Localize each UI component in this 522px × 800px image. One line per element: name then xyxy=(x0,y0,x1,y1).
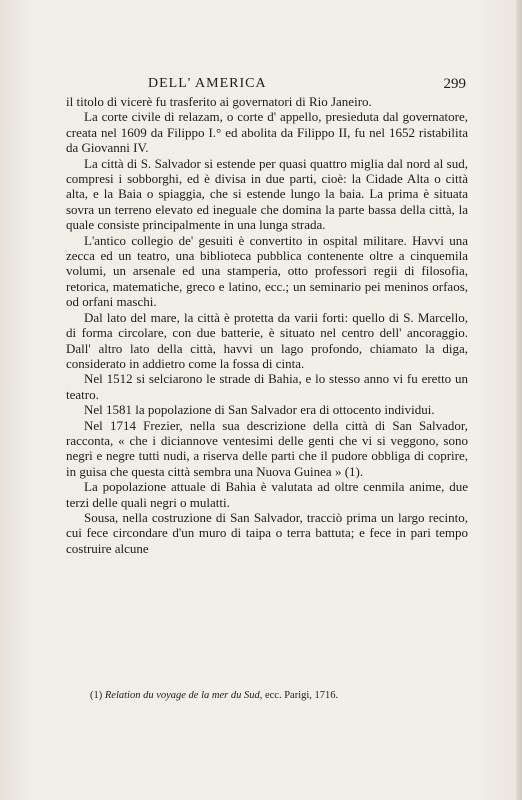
paragraph-continuation: il titolo di vicerè fu trasferito ai governatori di Rio Janeiro. xyxy=(66,94,372,109)
paragraph-popolazione-attuale: La popolazione attuale di Bahia è valutata ad oltre cenmila anime, due terzi delle quali negri o mulatti. xyxy=(66,479,468,510)
paragraph-collegio-gesuiti: L'antico collegio de' gesuiti è convertito in ospital militare. Havvi una zecca ed un teatro, una biblioteca pubblica contenente oltre a cinquemila volumi, un arsenale ed una stamperia, otto professori regii di filosofia, retorica, matematiche, greco e latino, ecc.; un seminario pei meninos orfaos, od orfani maschi. xyxy=(66,232,468,310)
page-number: 299 xyxy=(443,76,466,92)
page-edge xyxy=(516,0,522,800)
footnote xyxy=(90,690,470,701)
footnote-text: ecc. Parigi, 1716. xyxy=(262,690,339,701)
paragraph-1714-frezier: Nel 1714 Frezier, nella sua descrizione della città di San Salvador, racconta, « che i diciannove ventesimi delle genti che vi si veggono, sono negri e negre tutti nudi, a riserva delle parti che il pudore obbliga di coprire, in guisa che questa città sembra una Nuova Guinea » (1). xyxy=(66,417,468,479)
paragraph-sousa: Sousa, nella costruzione di San Salvador, tracciò prima un largo recinto, cui fece circondare d'un muro di taipa o terra battuta; e fece in pari tempo costruire alcune xyxy=(66,509,468,556)
paragraph-lato-mare: Dal lato del mare, la città è protetta da varii forti: quello di S. Marcello, di forma circolare, con due batterie, è situato nel centro dell' ancoraggio. Dall' altro lato della città, havvi un lago profondo, chiamato la diga, considerato in addietro come la fossa di cinta. xyxy=(66,309,468,371)
footnote-italic-title: Relation du voyage de la mer du Sud, xyxy=(104,690,263,701)
paragraph-corte-civile: La corte civile di relazam, o corte d' appello, presieduta dal governatore, creata nel 1609 da Filippo I.° ed abolita da Filippo II, fu nel 1652 ristabilita da Giovanni IV. xyxy=(66,109,468,156)
paragraph-citta-salvador: La città di S. Salvador si estende per quasi quattro miglia dal nord al sud, compresi i sobborghi, ed è divisa in due parti, cioè: la Cidade Alta o città alta, e la Baia o spiaggia, che si estende lungo la baia. La prima è situata sovra un terreno elevato ed ineguale che domina la parte bassa della città, la quale consiste principalmente in una lunga strada. xyxy=(66,155,468,233)
running-header xyxy=(66,76,466,94)
paragraph-1581: Nel 1581 la popolazione di San Salvador era di ottocento individui. xyxy=(84,402,435,418)
paragraph-1512: Nel 1512 si selciarono le strade di Bahia, e lo stesso anno vi fu eretto un teatro. xyxy=(66,371,468,402)
body-text xyxy=(66,94,468,556)
running-title: DELL' AMERICA xyxy=(148,76,267,91)
footnote-marker: (1) xyxy=(90,690,103,701)
